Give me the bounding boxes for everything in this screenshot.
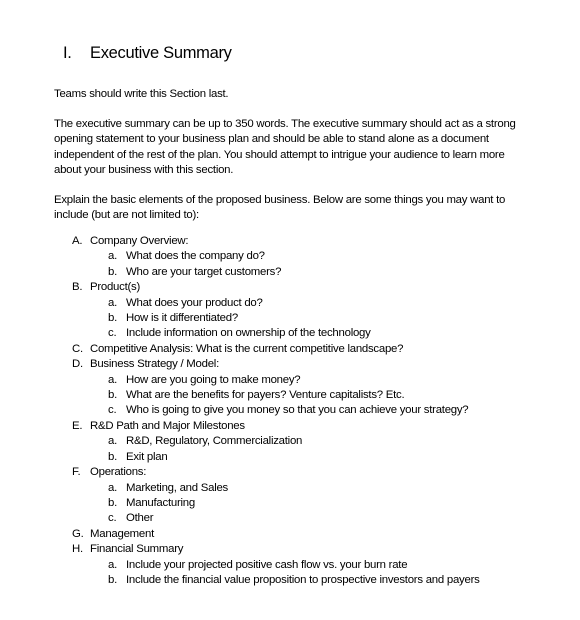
outline-subitem-text: Include information on ownership of the technology bbox=[126, 327, 371, 340]
outline-subitem bbox=[0, 496, 580, 511]
outline-subitem bbox=[0, 265, 580, 280]
outline-item bbox=[0, 357, 580, 372]
outline-item bbox=[0, 234, 580, 249]
outline-item-text: R&D Path and Major Milestones bbox=[90, 419, 245, 432]
outline-subitem bbox=[0, 388, 580, 403]
outline-subitem-text: Who is going to give you money so that you can achieve your strategy? bbox=[126, 404, 469, 417]
outline-subitem bbox=[0, 403, 580, 418]
section-number: I. bbox=[63, 44, 72, 62]
outline-subitem-marker: b. bbox=[108, 450, 117, 463]
outline-subitem bbox=[0, 434, 580, 449]
outline-subitem-list bbox=[0, 249, 580, 280]
outline-subitem-marker: b. bbox=[108, 496, 117, 509]
outline-item bbox=[0, 280, 580, 295]
outline-subitem-text: How is it differentiated? bbox=[126, 312, 238, 325]
outline-subitem-marker: b. bbox=[108, 265, 117, 278]
outline-subitem-text: Who are your target customers? bbox=[126, 265, 282, 278]
outline-item bbox=[0, 527, 580, 542]
outline-subitem-text: What does your product do? bbox=[126, 296, 263, 309]
outline-item-text: Competitive Analysis: What is the current competitive landscape? bbox=[90, 342, 404, 355]
outline-subitem bbox=[0, 573, 580, 588]
outline-subitem bbox=[0, 450, 580, 465]
outline-item bbox=[0, 342, 580, 357]
outline-item-marker: C. bbox=[72, 342, 83, 355]
outline-subitem-list bbox=[0, 558, 580, 589]
outline-subitem-marker: a. bbox=[108, 435, 117, 448]
outline-subitem bbox=[0, 511, 580, 526]
outline-subitem-marker: c. bbox=[108, 327, 117, 340]
outline-subitem-text: Manufacturing bbox=[126, 496, 195, 509]
outline-section bbox=[0, 465, 580, 527]
outline-item-marker: G. bbox=[72, 527, 84, 540]
outline-item-marker: A. bbox=[72, 235, 83, 247]
outline-subitem-marker: c. bbox=[108, 512, 117, 525]
outline-subitem bbox=[0, 326, 580, 341]
outline-subitem-text: R&D, Regulatory, Commercialization bbox=[126, 435, 303, 448]
outline-section bbox=[0, 342, 580, 357]
outline-item bbox=[0, 465, 580, 480]
outline-subitem-marker: a. bbox=[108, 558, 117, 571]
outline-subitem-marker: b. bbox=[108, 573, 117, 586]
outline-subitem bbox=[0, 249, 580, 264]
outline-section bbox=[0, 527, 580, 542]
outline-item-text: Financial Summary bbox=[90, 543, 184, 556]
outline-subitem-marker: a. bbox=[108, 481, 117, 494]
outline-subitem-text: Other bbox=[126, 512, 154, 525]
outline-subitem-marker: c. bbox=[108, 404, 117, 417]
outline-subitem bbox=[0, 373, 580, 388]
intro-paragraph: Teams should write this Section last. bbox=[54, 88, 229, 100]
outline-subitem-text: Include your projected positive cash flow vs. your burn rate bbox=[126, 558, 408, 571]
outline-subitem-text: What are the benefits for payers? Venture capitalists? Etc. bbox=[126, 389, 405, 402]
outline-subitem-marker: b. bbox=[108, 389, 117, 402]
outline-subitem-marker: b. bbox=[108, 312, 117, 325]
outline-item-marker: E. bbox=[72, 419, 83, 432]
outline-section bbox=[0, 357, 580, 419]
elements-paragraph: Explain the basic elements of the proposed business. Below are some things you may want to include (but are not limited to): bbox=[54, 194, 506, 222]
outline-item bbox=[0, 419, 580, 434]
outline-subitem bbox=[0, 311, 580, 326]
outline-section bbox=[0, 280, 580, 342]
outline-subitem-text: How are you going to make money? bbox=[126, 373, 301, 386]
outline-item-marker: D. bbox=[72, 358, 83, 371]
outline-item-marker: F. bbox=[72, 466, 81, 479]
outline-subitem-list bbox=[0, 434, 580, 465]
outline-section bbox=[0, 234, 580, 280]
outline-subitem-list bbox=[0, 481, 580, 527]
word-limit-paragraph: The executive summary can be up to 350 words. The executive summary should act as a strong opening statement to your business plan and should be able to stand alone as a document independent of the rest of the plan. You should attempt to intrigue your audience to learn more about your business with this section. bbox=[54, 118, 516, 177]
outline-subitem bbox=[0, 481, 580, 496]
section-title: Executive Summary bbox=[90, 44, 232, 62]
outline-subitem-list bbox=[0, 373, 580, 419]
outline-subitem-marker: a. bbox=[108, 296, 117, 309]
section-heading bbox=[63, 44, 232, 63]
outline-item bbox=[0, 542, 580, 557]
outline-subitem-text: What does the company do? bbox=[126, 250, 265, 263]
outline-subitem-text: Include the financial value proposition to prospective investors and payers bbox=[126, 573, 480, 586]
outline-item-marker: H. bbox=[72, 543, 83, 556]
outline-subitem-text: Marketing, and Sales bbox=[126, 481, 229, 494]
outline-subitem-text: Exit plan bbox=[126, 450, 168, 463]
outline-subitem-marker: a. bbox=[108, 373, 117, 386]
outline-item-text: Company Overview: bbox=[90, 235, 189, 247]
outline-subitem-marker: a. bbox=[108, 250, 117, 263]
outline-section bbox=[0, 419, 580, 465]
outline-item-text: Management bbox=[90, 527, 154, 540]
outline-item-text: Operations: bbox=[90, 466, 147, 479]
outline-list bbox=[0, 234, 580, 588]
outline-item-marker: B. bbox=[72, 281, 83, 294]
outline-subitem bbox=[0, 296, 580, 311]
outline-item-text: Business Strategy / Model: bbox=[90, 358, 219, 371]
outline-subitem-list bbox=[0, 296, 580, 342]
outline-subitem bbox=[0, 558, 580, 573]
outline-section bbox=[0, 542, 580, 588]
outline-item-text: Product(s) bbox=[90, 281, 141, 294]
